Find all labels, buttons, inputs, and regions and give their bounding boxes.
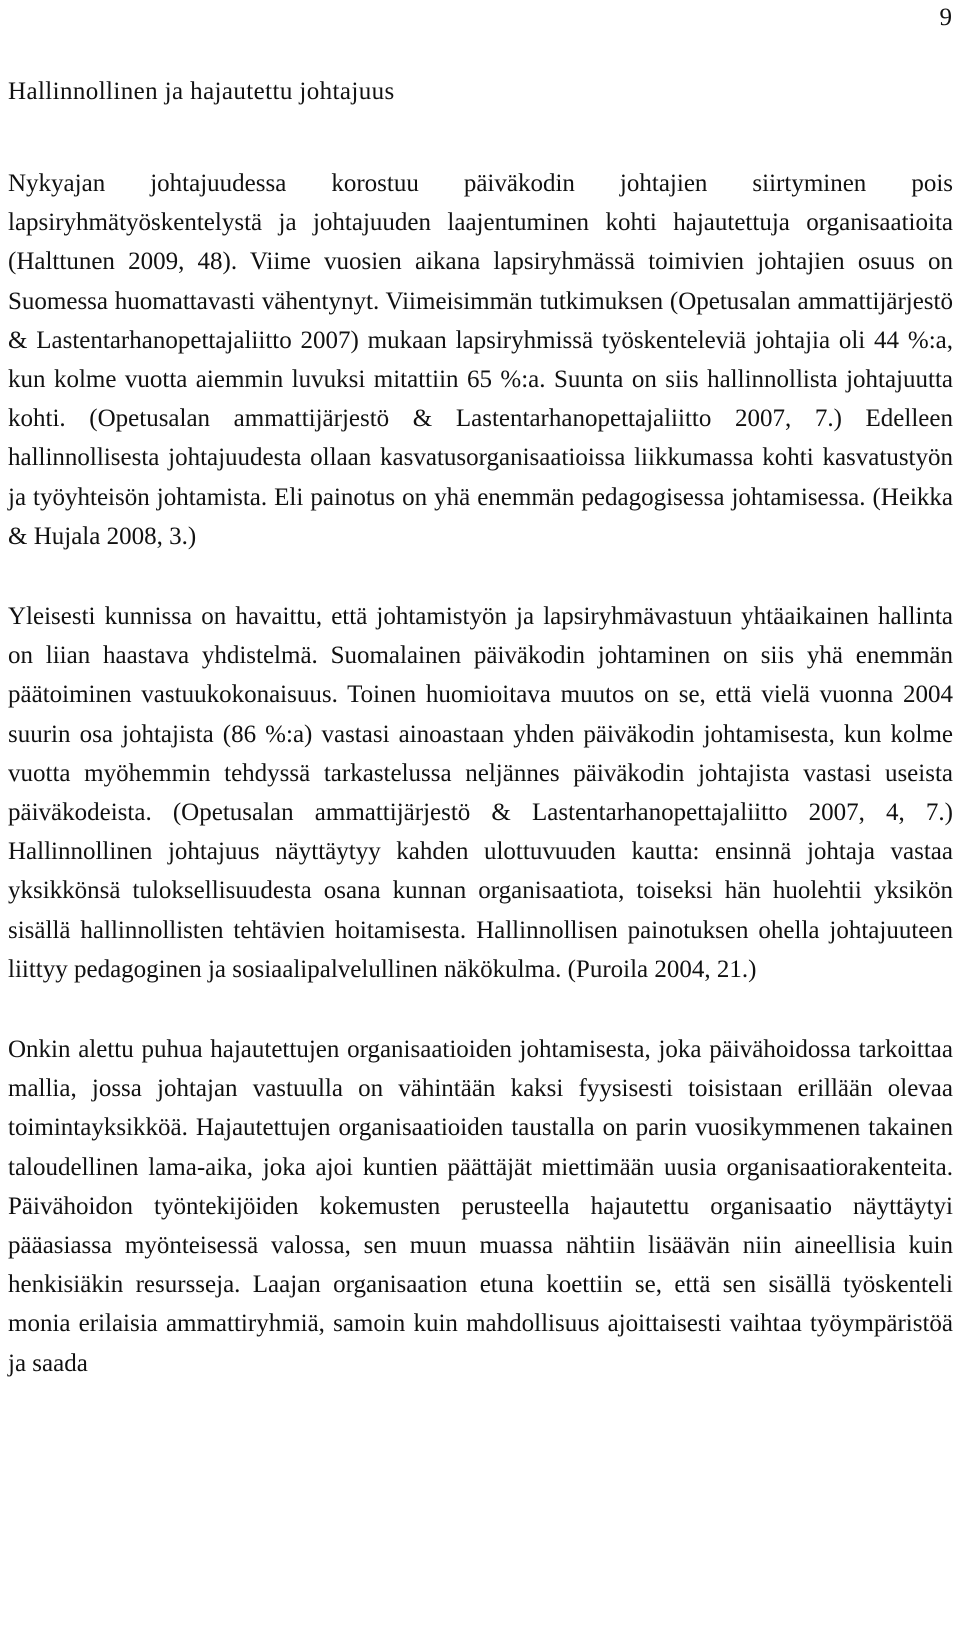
paragraph-2: Yleisesti kunnissa on havaittu, että johtamistyön ja lapsiryhmävastuun yhtäaikainen hallinta on liian haastava yhdistelmä. Suomalainen päiväkodin johtaminen on siis yhä enemmän päätoiminen vastuukokonaisuus. Toinen huomioitava muutos on se, että vielä vuonna 2004 suurin osa johtajista (86 %:a) vastasi ainoastaan yhden päiväkodin johtamisesta, kun kolme vuotta myöhemmin tehdyssä tarkastelussa neljännes päiväkodin johtajista vastasi useista päiväkodeista. (Opetusalan ammattijärjestö & Lastentarhanopettajaliitto 2007, 4, 7.) Hallinnollinen johtajuus näyttäytyy kahden ulottuvuuden kautta: ensinnä johtaja vastaa yksikkönsä tuloksellisuudesta osana kunnan organisaatiota, toiseksi hän huolehtii yksikön sisällä hallinnollisten tehtävien hoitamisesta. Hallinnollisen painotuksen ohella johtajuuteen liittyy pedagoginen ja sosiaalipalvelullinen näkökulma. (Puroila 2004, 21.)	[8, 603, 953, 983]
paragraph-1: Nykyajan johtajuudessa korostuu päiväkodin johtajien siirtyminen pois lapsiryhmätyöskentelystä ja johtajuuden laajentuminen kohti hajautettuja organisaatioita (Halttunen 2009, 48). Viime vuosien aikana lapsiryhmässä toimivien johtajien osuus on Suomessa huomattavasti vähentynyt. Viimeisimmän tutkimuksen (Opetusalan ammattijärjestö & Lastentarhanopettajaliitto 2007) mukaan lapsiryhmissä työskenteleviä johtajia oli 44 %:a, kun kolme vuotta aiemmin luvuksi mitattiin 65 %:a. Suunta on siis hallinnollista johtajuutta kohti. (Opetusalan ammattijärjestö & Lastentarhanopettajaliitto 2007, 7.) Edelleen hallinnollisesta johtajuudesta ollaan kasvatusorganisaatioissa liikkumassa kohti kasvatustyön ja työyhteisön johtamista. Eli painotus on yhä enemmän pedagogisessa johtamisessa. (Heikka & Hujala 2008, 3.)	[8, 170, 953, 550]
document-body	[8, 76, 953, 1424]
section-heading: Hallinnollinen ja hajautettu johtajuus	[8, 78, 395, 105]
paragraph-3: Onkin alettu puhua hajautettujen organisaatioiden johtamisesta, joka päivähoidossa tarkoittaa mallia, jossa johtajan vastuulla on vähintään kaksi fyysisesti toisistaan erillään olevaa toimintayksikköä. Hajautettujen organisaatioiden taustalla on parin vuosikymmenen takainen taloudellinen lama-aika, joka ajoi kuntien päättäjät miettimään uusia organisaatiorakenteita. Päivähoidon työntekijöiden kokemusten perusteella hajautettu organisaatio näyttäytyi pääasiassa myönteisessä valossa, sen muun muassa nähtiin lisäävän niin aineellisia kuin henkisiäkin resursseja. Laajan organisaation etuna koettiin se, että sen sisällä työskenteli monia erilaisia ammattiryhmiä, samoin kuin mahdollisuus ajoittaisesti vaihtaa työympäristöä ja saada	[8, 1036, 953, 1377]
page-number: 9	[939, 4, 952, 31]
